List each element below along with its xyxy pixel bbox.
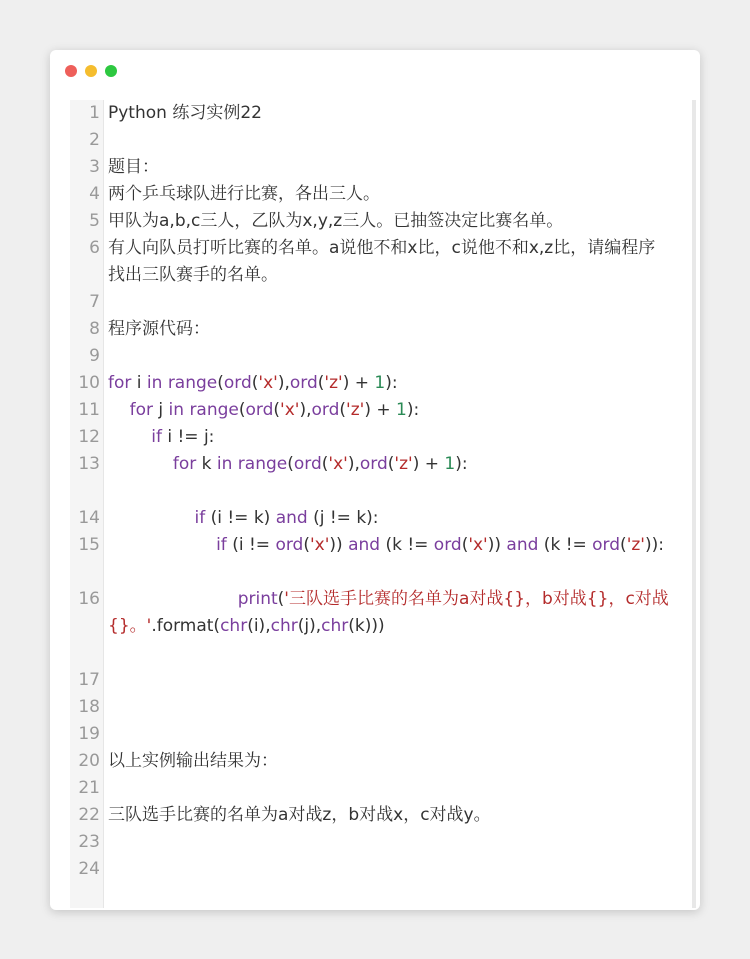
- code-line: [70, 343, 670, 370]
- indent: [108, 535, 216, 555]
- code-text: 题目：: [108, 157, 159, 177]
- plain-token: (j != k):: [307, 508, 379, 528]
- code-line: [70, 694, 670, 721]
- indent: [108, 400, 130, 420]
- code-line: [70, 154, 670, 181]
- number-token: 1: [444, 454, 456, 474]
- function-token: ord: [433, 535, 462, 555]
- string-token: 'x': [309, 535, 330, 555]
- code-text: [108, 397, 670, 424]
- line-number: 4: [89, 184, 100, 204]
- plain-token: ):: [406, 400, 420, 420]
- code-text: [108, 586, 670, 640]
- function-token: chr: [270, 616, 298, 636]
- plain-token: (: [387, 454, 395, 474]
- plain-token: ) +: [412, 454, 445, 474]
- plain-token: ) +: [364, 400, 397, 420]
- code-line: [70, 721, 670, 748]
- code-text: [108, 451, 670, 478]
- plain-token: ),: [299, 400, 312, 420]
- keyword-token: if: [151, 427, 162, 447]
- indent: [108, 589, 238, 609]
- code-line: [70, 208, 670, 235]
- plain-token: (i),: [247, 616, 271, 636]
- code-text: 有人向队员打听比赛的名单。a说他不和x比，c说他不和x,z比，请编程序找出三队赛手的名单。: [108, 238, 656, 285]
- plain-token: ):: [455, 454, 468, 474]
- function-token: chr: [321, 616, 349, 636]
- code-line: [70, 856, 670, 883]
- plain-token: k: [196, 454, 217, 474]
- code-line: [70, 424, 670, 451]
- function-token: range: [189, 400, 239, 420]
- code-line: [70, 127, 670, 154]
- function-token: ord: [592, 535, 621, 555]
- line-number: 6: [89, 238, 100, 258]
- window-titlebar: [50, 50, 700, 94]
- line-number: 12: [78, 427, 100, 447]
- string-token: '三队选手比赛的名单为a对战{}，b对战{}，c对战{}。': [108, 589, 669, 636]
- plain-token: (: [620, 535, 627, 555]
- editor-window: [50, 50, 700, 910]
- code-text: 两个乒乓球队进行比赛，各出三人。: [108, 184, 380, 204]
- function-token: ord: [245, 400, 274, 420]
- plain-token: (: [303, 535, 310, 555]
- keyword-token: for: [129, 400, 153, 420]
- plain-token: (: [317, 373, 325, 393]
- line-number: 18: [78, 697, 100, 717]
- code-line: [70, 181, 670, 208]
- indent: [108, 454, 173, 474]
- line-number: 7: [89, 292, 100, 312]
- code-line: [70, 316, 670, 343]
- plain-token: (j),: [297, 616, 322, 636]
- plain-token: ),: [347, 454, 360, 474]
- string-token: 'x': [280, 400, 300, 420]
- keyword-token: for: [108, 373, 132, 393]
- line-number: 20: [78, 751, 100, 771]
- keyword-token: for: [172, 454, 197, 474]
- plain-token: ):: [385, 373, 398, 393]
- code-text: [108, 532, 670, 559]
- line-number: 5: [89, 211, 100, 231]
- plain-token: i: [131, 373, 147, 393]
- plain-token: (: [461, 535, 469, 555]
- code-text: [108, 370, 670, 397]
- line-number: 19: [78, 724, 100, 744]
- line-number: 11: [78, 400, 100, 420]
- code-line: [70, 775, 670, 802]
- code-text: 三队选手比赛的名单为a对战z，b对战x，c对战y。: [108, 805, 491, 825]
- line-number: 2: [89, 130, 100, 150]
- keyword-token: and: [275, 508, 308, 528]
- keyword-token: in: [216, 454, 233, 474]
- plain-token: (: [238, 400, 246, 420]
- plain-token: (: [273, 400, 281, 420]
- line-number: 8: [89, 319, 100, 339]
- plain-token: (i != k): [205, 508, 276, 528]
- code-line: [70, 289, 670, 316]
- plain-token: (: [251, 373, 259, 393]
- plain-token: )):: [644, 535, 664, 555]
- plain-token: (i !=: [226, 535, 276, 555]
- code-line: [70, 370, 670, 397]
- line-number: 21: [78, 778, 100, 798]
- function-token: ord: [289, 373, 318, 393]
- keyword-token: if: [216, 535, 227, 555]
- line-number: 24: [78, 859, 100, 879]
- code-line: [70, 802, 670, 829]
- plain-token: ) +: [342, 373, 375, 393]
- line-number: 9: [89, 346, 100, 366]
- code-text: [108, 424, 670, 451]
- function-token: ord: [223, 373, 252, 393]
- keyword-token: and: [348, 535, 381, 555]
- plain-token: (: [339, 400, 347, 420]
- code-line: [70, 100, 670, 127]
- plain-token: ),: [277, 373, 290, 393]
- function-token: ord: [293, 454, 322, 474]
- vertical-scrollbar[interactable]: [692, 100, 696, 908]
- line-number: 15: [78, 535, 100, 555]
- function-token: ord: [359, 454, 388, 474]
- function-token: print: [237, 589, 278, 609]
- code-line: [70, 532, 670, 586]
- code-line: [70, 748, 670, 775]
- plain-token: (k !=: [380, 535, 434, 555]
- code-text: [108, 505, 670, 532]
- plain-token: .format(: [151, 616, 221, 636]
- number-token: 1: [374, 373, 386, 393]
- plain-token: (k !=: [538, 535, 593, 555]
- plain-token: i != j:: [161, 427, 215, 447]
- indent: [108, 427, 151, 447]
- plain-token: (: [321, 454, 329, 474]
- plain-token: (: [287, 454, 294, 474]
- string-token: 'z': [394, 454, 413, 474]
- string-token: 'x': [258, 373, 278, 393]
- line-number: 10: [78, 373, 100, 393]
- string-token: 'x': [468, 535, 488, 555]
- line-number: 22: [78, 805, 100, 825]
- plain-token: )): [487, 535, 507, 555]
- code-line: [70, 397, 670, 424]
- number-token: 1: [396, 400, 407, 420]
- minimize-window-button[interactable]: [85, 65, 97, 77]
- close-window-button[interactable]: [65, 65, 77, 77]
- plain-token: )): [329, 535, 349, 555]
- code-text: Python 练习实例22: [108, 103, 262, 123]
- function-token: range: [167, 373, 218, 393]
- code-line: [70, 235, 670, 289]
- function-token: ord: [311, 400, 340, 420]
- keyword-token: in: [168, 400, 185, 420]
- keyword-token: and: [506, 535, 539, 555]
- code-line: [70, 667, 670, 694]
- line-number: 14: [78, 508, 100, 528]
- code-text: 甲队为a,b,c三人，乙队为x,y,z三人。已抽签决定比赛名单。: [108, 211, 564, 231]
- line-number: 17: [78, 670, 100, 690]
- plain-token: (: [277, 589, 285, 609]
- line-number: 16: [78, 589, 100, 609]
- code-line: [70, 586, 670, 667]
- code-text: 以上实例输出结果为：: [108, 751, 278, 771]
- code-line: [70, 829, 670, 856]
- indent: [108, 508, 194, 528]
- keyword-token: if: [194, 508, 206, 528]
- function-token: chr: [220, 616, 248, 636]
- code-line: [70, 505, 670, 532]
- line-number: 1: [89, 103, 100, 123]
- plain-token: (: [217, 373, 224, 393]
- string-token: 'z': [324, 373, 343, 393]
- function-token: range: [237, 454, 288, 474]
- string-token: 'z': [346, 400, 365, 420]
- keyword-token: in: [146, 373, 163, 393]
- code-text: 程序源代码：: [108, 319, 210, 339]
- code-line: [70, 451, 670, 505]
- maximize-window-button[interactable]: [105, 65, 117, 77]
- code-editor[interactable]: [70, 100, 696, 908]
- line-number: 3: [89, 157, 100, 177]
- plain-token: j: [153, 400, 169, 420]
- function-token: ord: [275, 535, 304, 555]
- string-token: 'x': [328, 454, 348, 474]
- string-token: 'z': [626, 535, 645, 555]
- plain-token: (k))): [348, 616, 385, 636]
- line-number: 13: [78, 454, 100, 474]
- line-number: 23: [78, 832, 100, 852]
